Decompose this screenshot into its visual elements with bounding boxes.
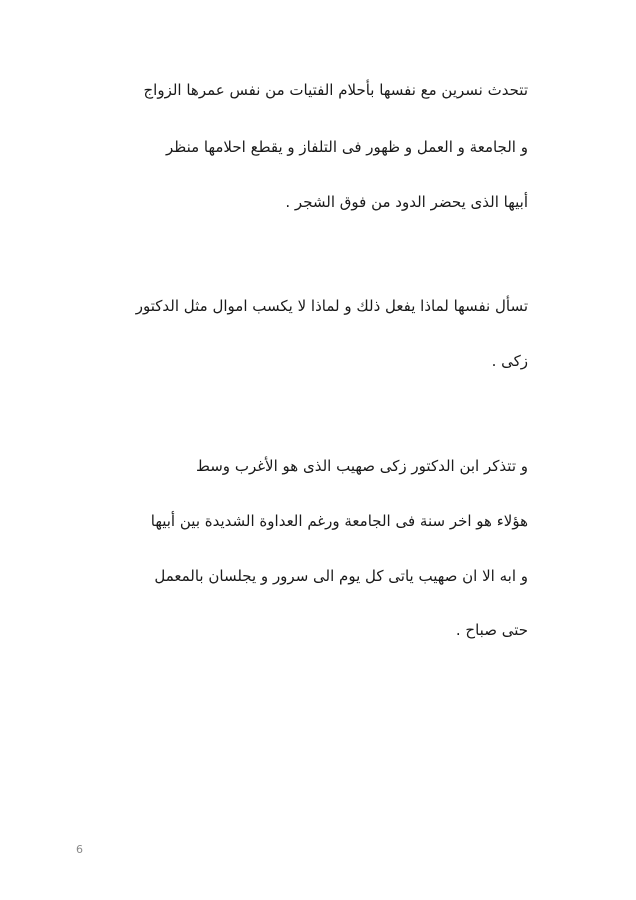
text-line: أبيها الذى يحضر الدود من فوق الشجر . [285, 193, 528, 211]
text-line: زكى . [491, 352, 528, 370]
text-line: تتحدث نسرين مع نفسها بأحلام الفتيات من نفس عمرها الزواج [143, 81, 528, 99]
text-line: حتى صباح . [455, 621, 528, 639]
text-line: هؤلاء هو اخر سنة فى الجامعة ورغم العداوة الشديدة بين أبيها [150, 512, 528, 530]
text-line: تسأل نفسها لماذا يفعل ذلك و لماذا لا يكسب اموال مثل الدكتور [135, 297, 528, 315]
text-line: و ابه الا ان صهيب ياتى كل يوم الى سرور و يجلسان بالمعمل [154, 567, 528, 585]
page-number: 6 [76, 843, 83, 856]
text-line: و الجامعة و العمل و ظهور فى التلفاز و يقطع احلامها منظر [166, 138, 528, 156]
text-line: و تتذكر ابن الدكتور زكى صهيب الذى هو الأغرب وسط [196, 457, 528, 475]
